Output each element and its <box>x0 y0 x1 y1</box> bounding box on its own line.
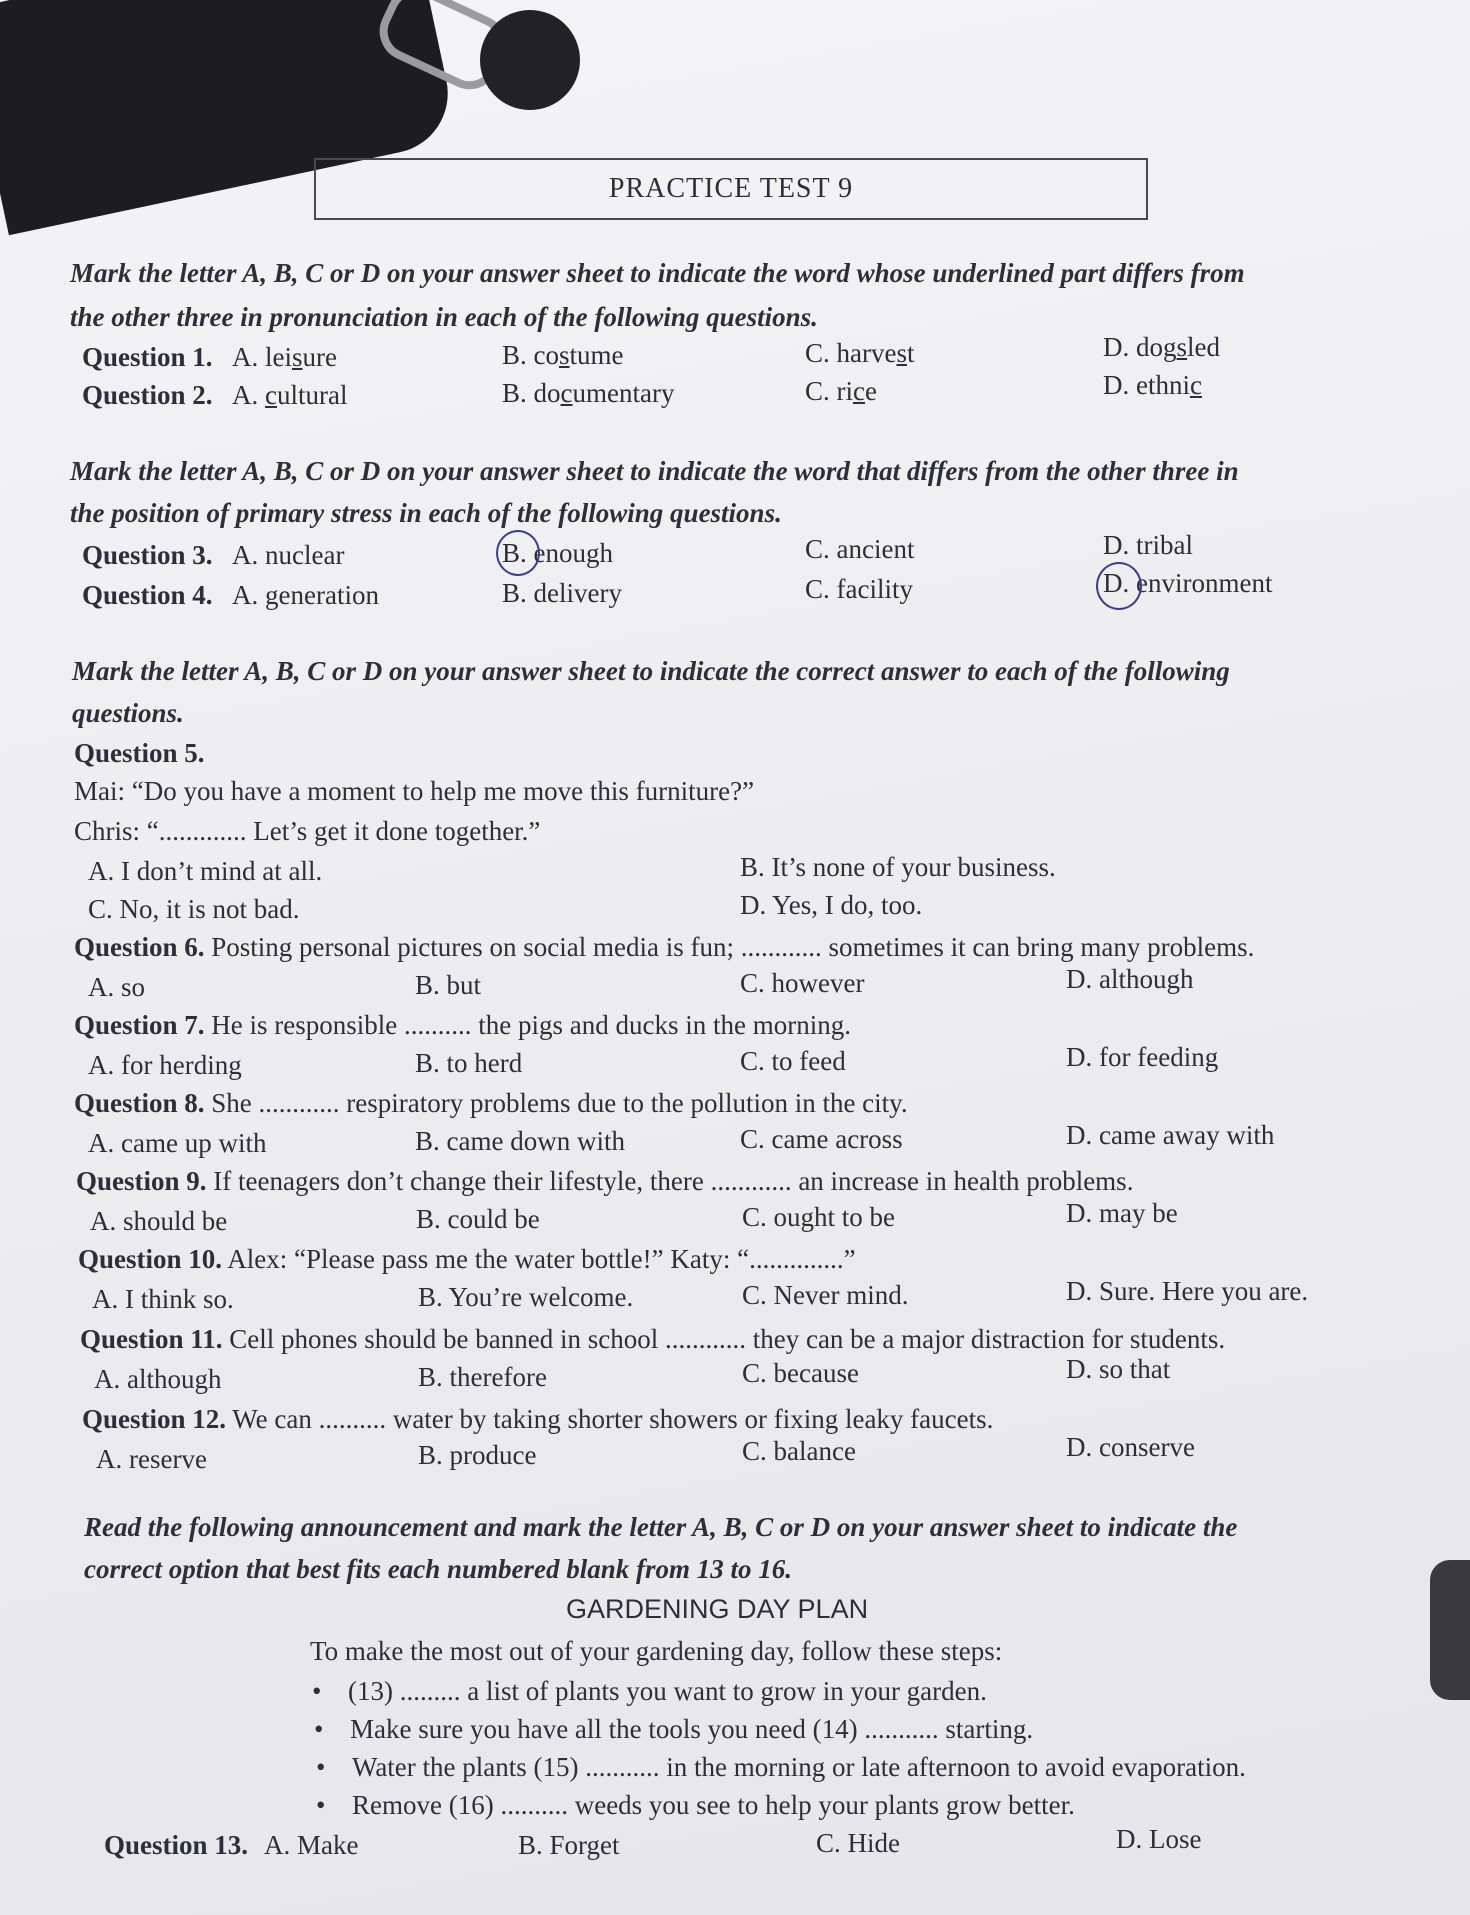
question-9-option-b: B. could be <box>416 1204 540 1234</box>
question-13-option-d: D. Lose <box>1116 1824 1202 1854</box>
pronunciation-instruction-line-2: the other three in pronunciation in each of the following questions. <box>70 302 818 332</box>
question-8-option-b: B. came down with <box>415 1126 625 1156</box>
question-8-option-d: D. came away with <box>1066 1120 1275 1150</box>
pronunciation-instruction-line-1: Mark the letter A, B, C or D on your answer sheet to indicate the word whose underlined part differs from <box>70 258 1245 288</box>
question-4-label: Question 4. <box>82 580 213 610</box>
question-5-option-b: B. It’s none of your business. <box>740 852 1056 882</box>
edge-shadow <box>1430 1560 1470 1700</box>
question-2-option-c: C. rice <box>805 376 877 406</box>
question-9-option-a: A. should be <box>90 1206 228 1236</box>
question-4-option-c: C. facility <box>805 574 913 604</box>
question-3-option-c: C. ancient <box>805 534 915 564</box>
question-5-prompt-line-1: Mai: “Do you have a moment to help me move this furniture?” <box>74 776 755 806</box>
question-8-stem: Question 8. She ............ respiratory problems due to the pollution in the city. <box>74 1088 908 1118</box>
question-4-option-b: B. delivery <box>502 578 622 608</box>
question-13-option-c: C. Hide <box>816 1828 900 1858</box>
announcement-bullet-16: • Remove (16) .......... weeds you see to help your plants grow better. <box>352 1790 1075 1821</box>
question-7-option-a: A. for herding <box>88 1050 242 1080</box>
question-5-prompt-line-2: Chris: “............. Let’s get it done together.” <box>74 816 541 846</box>
question-13-label: Question 13. <box>104 1830 249 1860</box>
question-1-option-b: B. costume <box>502 340 624 370</box>
question-1-option-c: C. harvest <box>805 338 915 368</box>
question-9-stem: Question 9. If teenagers don’t change their lifestyle, there ............ an increase in health problems. <box>76 1166 1134 1196</box>
question-4-option-a: A. generation <box>232 580 379 610</box>
question-1-option-d: D. dogsled <box>1103 332 1221 362</box>
page-title: PRACTICE TEST 9 <box>314 158 1148 220</box>
question-7-option-c: C. to feed <box>740 1046 846 1076</box>
reading-instruction-line-1: Read the following announcement and mark the letter A, B, C or D on your answer sheet to indicate the <box>84 1512 1238 1542</box>
question-1-option-a: A. leisure <box>232 342 337 372</box>
question-11-option-a: A. although <box>94 1364 222 1394</box>
question-2-option-b: B. documentary <box>502 378 675 408</box>
question-10-stem: Question 10. Alex: “Please pass me the water bottle!” Katy: “..............” <box>78 1244 856 1274</box>
announcement-bullet-13: • (13) ......... a list of plants you want to grow in your garden. <box>348 1676 987 1707</box>
announcement-bullet-14: • Make sure you have all the tools you need (14) ........... starting. <box>350 1714 1033 1745</box>
question-5-label: Question 5. <box>74 738 205 768</box>
question-8-option-c: C. came across <box>740 1124 903 1154</box>
question-11-option-c: C. because <box>742 1358 859 1388</box>
question-6-option-b: B. but <box>415 970 482 1000</box>
question-3-option-b: B. enough <box>502 538 613 568</box>
question-3-option-a: A. nuclear <box>232 540 345 570</box>
question-13-option-b: B. Forget <box>518 1830 620 1860</box>
question-12-option-a: A. reserve <box>96 1444 207 1474</box>
question-6-stem: Question 6. Posting personal pictures on social media is fun; ............ sometimes it can bring many problems. <box>74 932 1255 962</box>
question-7-option-b: B. to herd <box>415 1048 523 1078</box>
announcement-bullet-15: • Water the plants (15) ........... in the morning or late afternoon to avoid evaporation. <box>352 1752 1246 1783</box>
question-12-option-d: D. conserve <box>1066 1432 1195 1462</box>
question-10-option-a: A. I think so. <box>92 1284 234 1314</box>
question-9-option-d: D. may be <box>1066 1198 1178 1228</box>
question-10-option-b: B. You’re welcome. <box>418 1282 634 1312</box>
question-10-option-d: D. Sure. Here you are. <box>1066 1276 1309 1306</box>
answer-circle-mark <box>1096 562 1142 610</box>
announcement-title: GARDENING DAY PLAN <box>566 1594 869 1624</box>
question-12-option-c: C. balance <box>742 1436 856 1466</box>
question-7-option-d: D. for feeding <box>1066 1042 1219 1072</box>
question-6-option-d: D. although <box>1066 964 1194 994</box>
question-8-option-a: A. came up with <box>88 1128 267 1158</box>
question-1-label: Question 1. <box>82 342 213 372</box>
grammar-instruction-line-2: questions. <box>72 698 184 728</box>
question-5-option-a: A. I don’t mind at all. <box>88 856 323 886</box>
question-9-option-c: C. ought to be <box>742 1202 895 1232</box>
question-11-option-d: D. so that <box>1066 1354 1171 1384</box>
question-7-stem: Question 7. He is responsible .......... the pigs and ducks in the morning. <box>74 1010 851 1040</box>
stress-instruction-line-2: the position of primary stress in each of the following questions. <box>70 498 782 528</box>
question-13-option-a: A. Make <box>264 1830 359 1860</box>
question-11-stem: Question 11. Cell phones should be banned in school ............ they can be a major distraction for students. <box>80 1324 1226 1354</box>
question-2-option-d: D. ethnic <box>1103 370 1202 400</box>
question-6-option-a: A. so <box>88 972 146 1002</box>
zipper-pull <box>480 10 580 110</box>
question-3-label: Question 3. <box>82 540 213 570</box>
answer-circle-mark <box>496 530 540 576</box>
question-11-option-b: B. therefore <box>418 1362 547 1392</box>
question-12-stem: Question 12. We can .......... water by taking shorter showers or fixing leaky faucets. <box>82 1404 994 1434</box>
question-4-option-d: D. environment <box>1103 568 1273 598</box>
question-5-option-c: C. No, it is not bad. <box>88 894 300 924</box>
grammar-instruction-line-1: Mark the letter A, B, C or D on your answer sheet to indicate the correct answer to each of the following <box>72 656 1230 686</box>
reading-instruction-line-2: correct option that best fits each numbered blank from 13 to 16. <box>84 1554 793 1584</box>
question-2-option-a: A. cultural <box>232 380 348 410</box>
question-3-option-d: D. tribal <box>1103 530 1193 560</box>
question-5-option-d: D. Yes, I do, too. <box>740 890 923 920</box>
announcement-intro: To make the most out of your gardening day, follow these steps: <box>310 1636 1003 1666</box>
question-2-label: Question 2. <box>82 380 213 410</box>
stress-instruction-line-1: Mark the letter A, B, C or D on your answer sheet to indicate the word that differs from the other three in <box>70 456 1239 486</box>
question-6-option-c: C. however <box>740 968 865 998</box>
question-12-option-b: B. produce <box>418 1440 537 1470</box>
question-10-option-c: C. Never mind. <box>742 1280 909 1310</box>
